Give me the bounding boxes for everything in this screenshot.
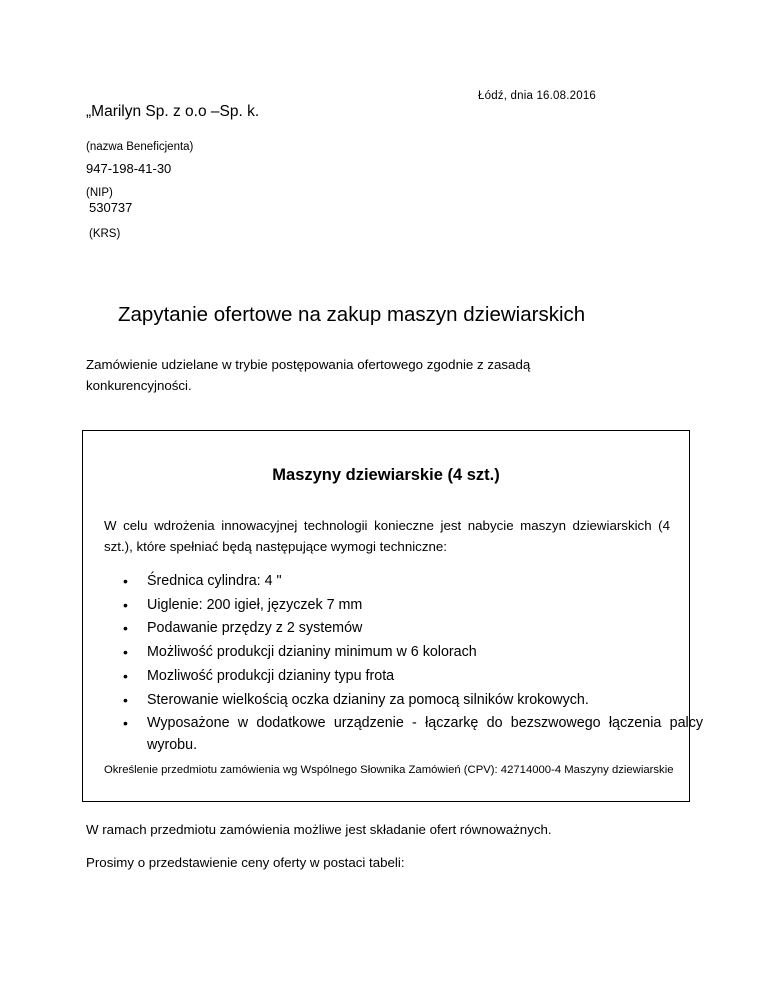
list-item: • Wyposażone w dodatkowe urządzenie - łączarkę do bezszwowego łączenia palcy wyrobu. <box>143 713 703 756</box>
page-title: Zapytanie ofertowe na zakup maszyn dziewiarskich <box>118 303 586 326</box>
krs-value: 530737 <box>89 200 133 215</box>
list-item: • Średnica cylindra: 4 " <box>143 571 703 593</box>
equivalent-offers-note: W ramach przedmiotu zamówienia możliwe jest składanie ofert równoważnych. <box>86 822 552 837</box>
specification-paragraph: W celu wdrożenia innowacyjnej technologii konieczne jest nabycie maszyn dziewiarskich (4 szt.), które spełniać będą następujące wymogi techniczne: <box>104 518 670 555</box>
specification-title: Maszyny dziewiarskie (4 szt.) <box>272 466 500 484</box>
nip-value: 947-198-41-30 <box>86 161 172 176</box>
list-item: • Uiglenie: 200 igieł, języczek 7 mm <box>143 595 703 617</box>
cpv-footnote: Określenie przedmiotu zamówienia wg Wspólnego Słownika Zamówień (CPV): 42714000-4 Maszyny dziewiarskie <box>104 764 674 776</box>
beneficiary-name: „Marilyn Sp. z o.o –Sp. k. <box>86 103 260 120</box>
list-item: • Sterowanie wielkością oczka dzianiny za pomocą silników krokowych. <box>143 690 703 712</box>
krs-label: (KRS) <box>89 228 121 240</box>
intro-paragraph: Zamówienie udzielane w trybie postępowania ofertowego zgodnie z zasadą konkurencyjności. <box>86 357 531 393</box>
specification-box <box>82 430 703 802</box>
list-item: • Możliwość produkcji dzianiny minimum w 6 kolorach <box>143 642 703 664</box>
date-line: Łódź, dnia 16.08.2016 <box>478 90 597 102</box>
beneficiary-label: (nazwa Beneficjenta) <box>86 141 194 153</box>
price-table-request: Prosimy o przedstawienie ceny oferty w postaci tabeli: <box>86 855 405 870</box>
nip-label: (NIP) <box>86 187 113 199</box>
requirements-list <box>113 571 703 759</box>
list-item: • Mozliwość produkcji dzianiny typu frota <box>143 666 703 688</box>
list-item: • Podawanie przędzy z 2 systemów <box>143 618 703 640</box>
